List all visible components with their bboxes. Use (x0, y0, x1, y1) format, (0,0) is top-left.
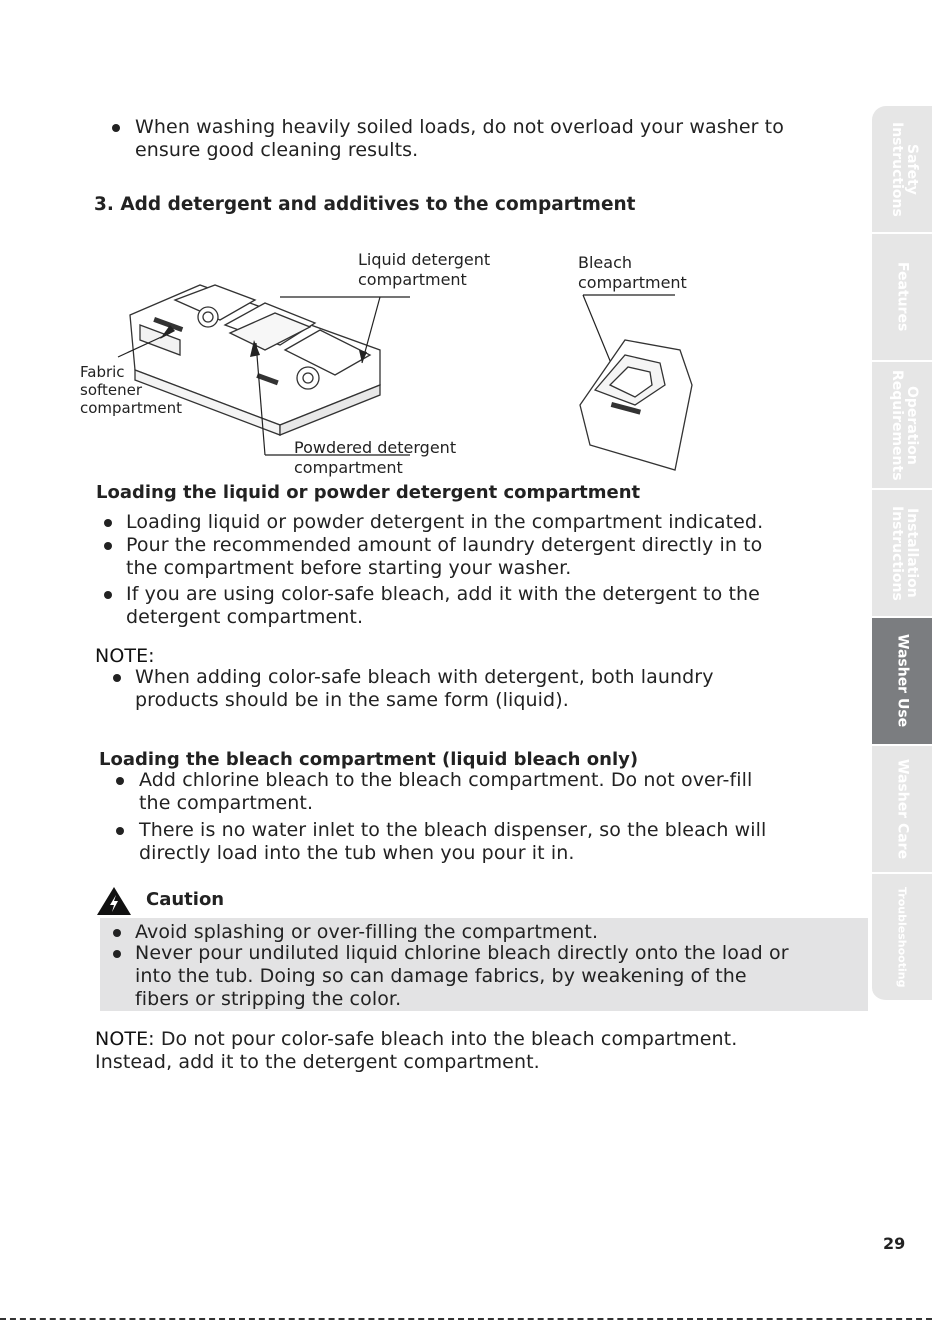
bullet-icon (104, 591, 112, 599)
caution-bullet-1 (113, 921, 813, 944)
tab-washer-care[interactable] (872, 746, 932, 874)
note1-bullet-text: When adding color-safe bleach with detergent, both laundry products should be in the same form (liquid). (135, 666, 714, 711)
detergent-bullet-1 (104, 511, 804, 534)
fabric-label (80, 363, 182, 417)
tab-safety-instructions[interactable] (872, 106, 932, 234)
bullet-icon (116, 777, 124, 785)
tab-installation-instructions[interactable] (872, 490, 932, 618)
tab-washer-use[interactable] (872, 618, 932, 746)
powder-label-line2: compartment (294, 458, 403, 477)
liquid-label-line1: Liquid detergent (358, 250, 491, 269)
tab-installation-instructions-label: Installation Instructions (889, 505, 920, 601)
bullet-icon (113, 674, 121, 682)
bullet-icon (116, 827, 124, 835)
bleach-label (578, 253, 687, 293)
tab-operation-requirements[interactable] (872, 362, 932, 490)
detergent-bullet-3 (104, 583, 794, 629)
caution-bullet-1-text: Avoid splashing or over-filling the compartment. (135, 921, 599, 943)
tab-features-label: Features (894, 262, 911, 332)
page-number: 29 (883, 1234, 906, 1253)
detergent-bullet-2 (104, 534, 794, 580)
tab-washer-care-label: Washer Care (894, 758, 911, 860)
liquid-label-line2: compartment (358, 270, 467, 289)
tab-features[interactable] (872, 234, 932, 362)
intro-bullet-text: When washing heavily soiled loads, do not overload your washer to ensure good cleaning results. (135, 116, 784, 161)
liquid-label (358, 250, 490, 290)
tab-safety-instructions-label: Safety Instructions (889, 121, 920, 217)
bottom-divider (0, 1318, 932, 1320)
detergent-bullet-1-text: Loading liquid or powder detergent in the compartment indicated. (126, 511, 764, 533)
note2-label: NOTE: (95, 1028, 155, 1050)
intro-bullet (112, 116, 792, 162)
fabric-label-line3: compartment (80, 399, 183, 417)
bullet-icon (112, 124, 120, 132)
bleach-label-line1: Bleach (578, 253, 633, 272)
loading-detergent-heading: Loading the liquid or powder detergent compartment (96, 482, 641, 503)
caution-bullet-2 (113, 942, 803, 1011)
tab-troubleshooting-label: Troubleshooting (895, 886, 909, 988)
bullet-icon (113, 950, 121, 958)
caution-bullet-2-text: Never pour undiluted liquid chlorine bleach directly onto the load or into the tub. Doing so can damage fabrics, by weakening of the fibers or stripping the color. (135, 942, 789, 1010)
warning-icon (96, 886, 132, 916)
bleach-bullet-2-text: There is no water inlet to the bleach dispenser, so the bleach will directly load into the tub when you pour it in. (139, 819, 767, 864)
caution-title: Caution (146, 889, 225, 910)
bullet-icon (113, 929, 121, 937)
detergent-bullet-3-text: If you are using color-safe bleach, add it with the detergent to the detergent compartment. (126, 583, 760, 628)
note2-text: Do not pour color-safe bleach into the bleach compartment. Instead, add it to the detergent compartment. (95, 1028, 738, 1073)
note1-bullet (113, 666, 753, 712)
note2 (95, 1028, 785, 1074)
powder-label-line1: Powdered detergent (294, 438, 457, 457)
bleach-bullet-2 (116, 819, 786, 865)
tab-troubleshooting[interactable] (872, 874, 932, 1002)
step-heading: 3. Add detergent and additives to the compartment (94, 194, 636, 215)
bleach-bullet-1 (116, 769, 786, 815)
tab-operation-requirements-label: Operation Requirements (889, 369, 920, 481)
powder-label (294, 438, 456, 478)
loading-bleach-heading: Loading the bleach compartment (liquid bleach only) (99, 749, 639, 770)
bullet-icon (104, 542, 112, 550)
fabric-label-line1: Fabric (80, 363, 125, 381)
bullet-icon (104, 519, 112, 527)
detergent-bullet-2-text: Pour the recommended amount of laundry detergent directly in to the compartment before starting your washer. (126, 534, 763, 579)
bleach-bullet-1-text: Add chlorine bleach to the bleach compartment. Do not over-fill the compartment. (139, 769, 753, 814)
note1-label: NOTE: (95, 645, 155, 667)
fabric-label-line2: softener (80, 381, 143, 399)
tab-washer-use-label: Washer Use (894, 634, 911, 728)
bleach-label-line2: compartment (578, 273, 687, 292)
warning-triangle (96, 886, 132, 916)
